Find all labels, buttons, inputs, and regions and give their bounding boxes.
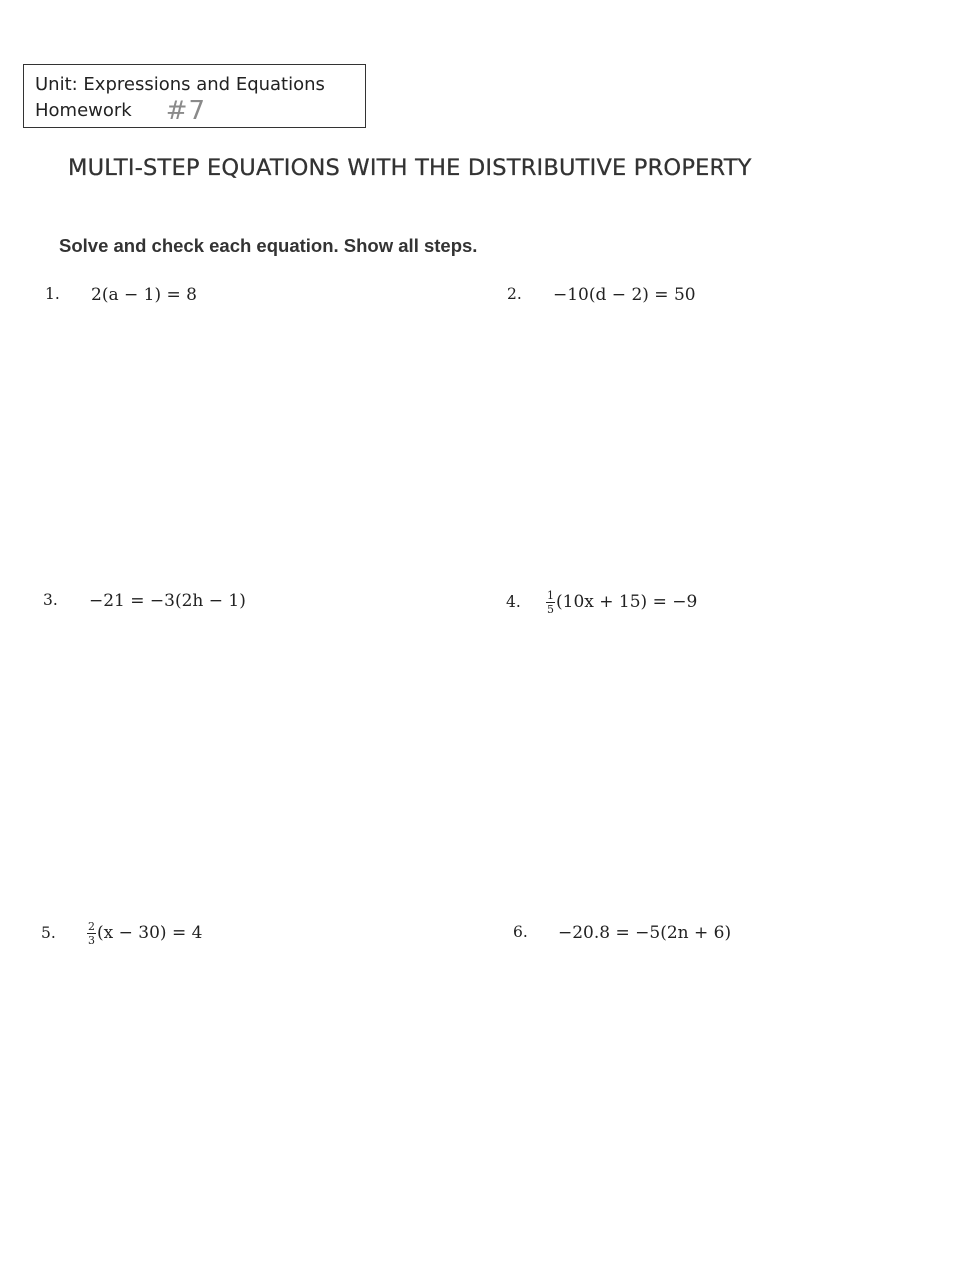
homework-label: Homework — [35, 100, 132, 121]
unit-header-box — [23, 64, 366, 128]
homework-line — [35, 98, 365, 124]
problem-number: 6. — [513, 923, 528, 941]
problem-equation: $\frac{2}{3}$ (x − 30) = 4 — [88, 920, 203, 947]
problem-equation: −21 = −3(2h − 1) — [89, 590, 246, 611]
homework-number: #7 — [165, 96, 207, 126]
problem-number: 4. — [506, 593, 521, 611]
worksheet-title: MULTI-STEP EQUATIONS WITH THE DISTRIBUTIVE PROPERTY — [68, 155, 752, 181]
problem-6 — [513, 922, 731, 943]
problem-2 — [507, 284, 696, 305]
problem-4 — [506, 590, 697, 615]
problem-equation: $\frac{1}{5}$ (10x + 15) = −9 — [547, 589, 698, 616]
problem-number: 5. — [41, 924, 56, 942]
problem-5 — [41, 921, 202, 946]
problem-number: 3. — [43, 591, 58, 609]
problem-equation: −10(d − 2) = 50 — [553, 284, 696, 305]
problem-equation: 2(a − 1) = 8 — [91, 284, 197, 305]
problem-number: 1. — [45, 285, 60, 303]
unit-label: Unit: Expressions and Equations — [35, 74, 325, 95]
instructions: Solve and check each equation. Show all steps. — [59, 235, 478, 256]
problem-3 — [43, 590, 246, 611]
problem-equation: −20.8 = −5(2n + 6) — [558, 922, 732, 943]
fraction-coefficient: $\frac{2}{3}$ — [88, 920, 95, 947]
problem-1 — [45, 284, 197, 305]
problem-number: 2. — [507, 285, 522, 303]
fraction-coefficient: $\frac{1}{5}$ — [547, 589, 554, 616]
